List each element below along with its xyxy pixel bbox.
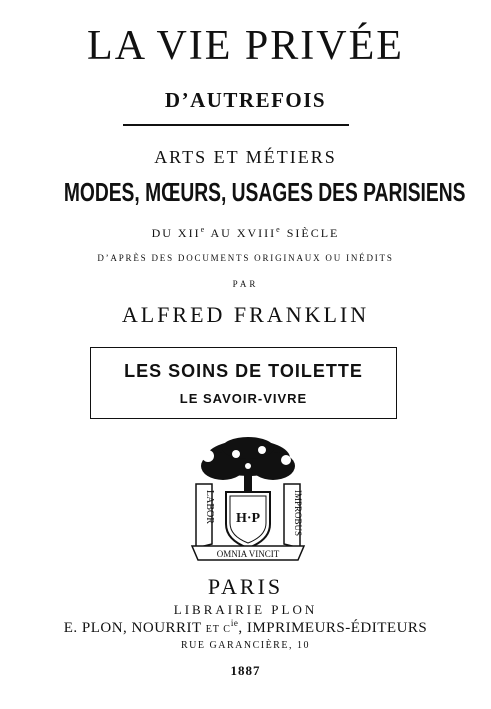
imprint-address: RUE GARANCIÈRE, 10 [181,640,310,651]
imprint-year: 1887 [230,663,261,678]
book-subtitle: D’AUTREFOIS [164,88,327,112]
printers-suffix: , IMPRIMEURS-ÉDITEURS [238,620,428,636]
century-prefix: DU XII [151,226,201,240]
printers-prefix: E. PLON, NOURRIT [63,620,206,636]
imprint-printers [0,618,491,637]
series-line-modes: MODES, MŒURS, USAGES DES PARISIENS [63,177,466,207]
century-line [0,225,491,241]
author-name: ALFRED FRANKLIN [121,302,370,327]
printers-small: ET C [205,624,231,635]
volume-subtitle: LE SAVOIR-VIVRE [179,391,308,406]
imprint-city: PARIS [207,574,284,599]
imprint-publisher: LIBRAIRIE PLON [173,602,318,617]
century-sup-2: e [276,225,282,234]
century-suffix: SIÈCLE [281,226,340,240]
printers-sup: ie [230,618,239,628]
ribbon-left-text: LABOR [204,490,215,524]
series-line-arts: ARTS ET MÉTIERS [154,147,337,167]
emblem-monogram: H·P [235,511,261,526]
tree-trunk-icon [244,470,252,494]
printer-mark-emblem [178,436,318,566]
sources-line: D’APRÈS DES DOCUMENTS ORIGINAUX OU INÉDITS [97,253,394,263]
century-sup-1: e [200,225,207,234]
title-divider [123,124,349,126]
ribbon-bottom-text: OMNIA VINCIT [216,549,280,559]
by-label: PAR [232,279,259,289]
ribbon-right-text: IMPROBUS [293,490,303,537]
book-title: LA VIE PRIVÉE [87,23,404,69]
volume-title: LES SOINS DE TOILETTE [124,361,363,381]
century-middle: AU XVIII [206,226,277,240]
volume-box [90,347,397,419]
